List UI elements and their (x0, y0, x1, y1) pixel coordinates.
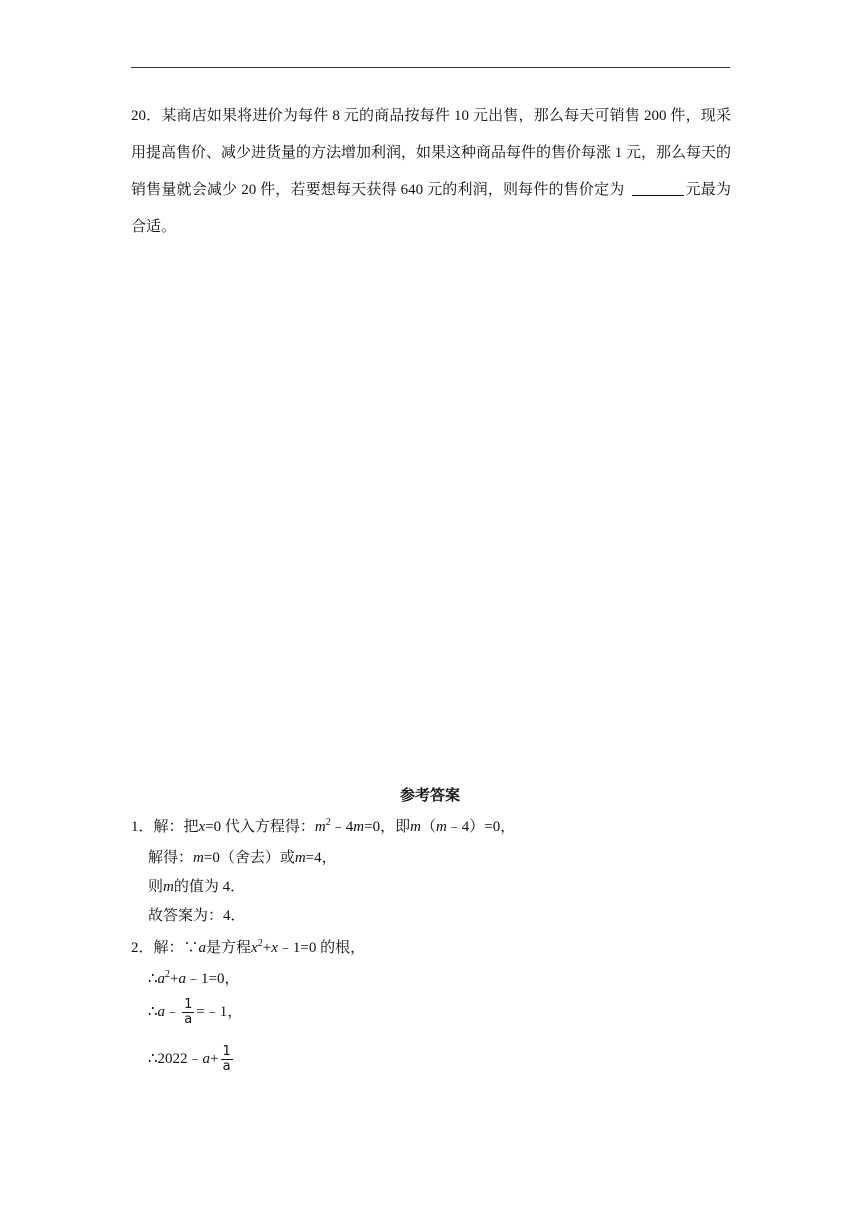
fraction-one-over-a-2: $\frac{1}{a}$ (222, 1044, 231, 1074)
question-20 (131, 98, 731, 246)
answer-blank (632, 180, 684, 196)
answer-2-line-4: ∴2022﹣a+ $\frac{1}{a}$ (148, 1044, 231, 1074)
answer-1-line-1: 1．解：把x=0 代入方程得：$m^2﹣4m=0$，即m（m﹣4）=0， (131, 817, 516, 835)
answer-1-line-2: 解得：m=0（舍去）或m=4， (148, 850, 337, 866)
answer-2-line-3: ∴a﹣ $\frac{1}{a}$ =﹣1， (148, 997, 243, 1027)
fraction-one-over-a: $\frac{1}{a}$ (184, 997, 193, 1027)
answers-title: 参考答案 (399, 786, 460, 804)
header-rule (131, 67, 730, 68)
question-text: 某商店如果将进价为每件 8 元的商品按每件 10 元出售，那么每天可销售 200 件，现采用提高售价、减少进货量的方法增加利润，如果这种商品每件的售价每涨 1 元，那么每天的销售量就会减少 20 件，若要想每天获得 640 元的利润，则每件的售价定为 (131, 108, 732, 198)
answer-1-line-3: 则m的值为 4． (148, 879, 246, 895)
question-text-end: 元最为合适。 (131, 182, 731, 235)
answer-2-line-1: 2．解：∵a是方程$x^2+x﹣1=0$ 的根， (131, 938, 366, 956)
question-number: 20． (131, 108, 162, 124)
answer-1-line-4: 故答案为：4． (148, 908, 246, 924)
answer-2-line-2: $\therefore a^2+a﹣1=0$， (148, 969, 240, 987)
